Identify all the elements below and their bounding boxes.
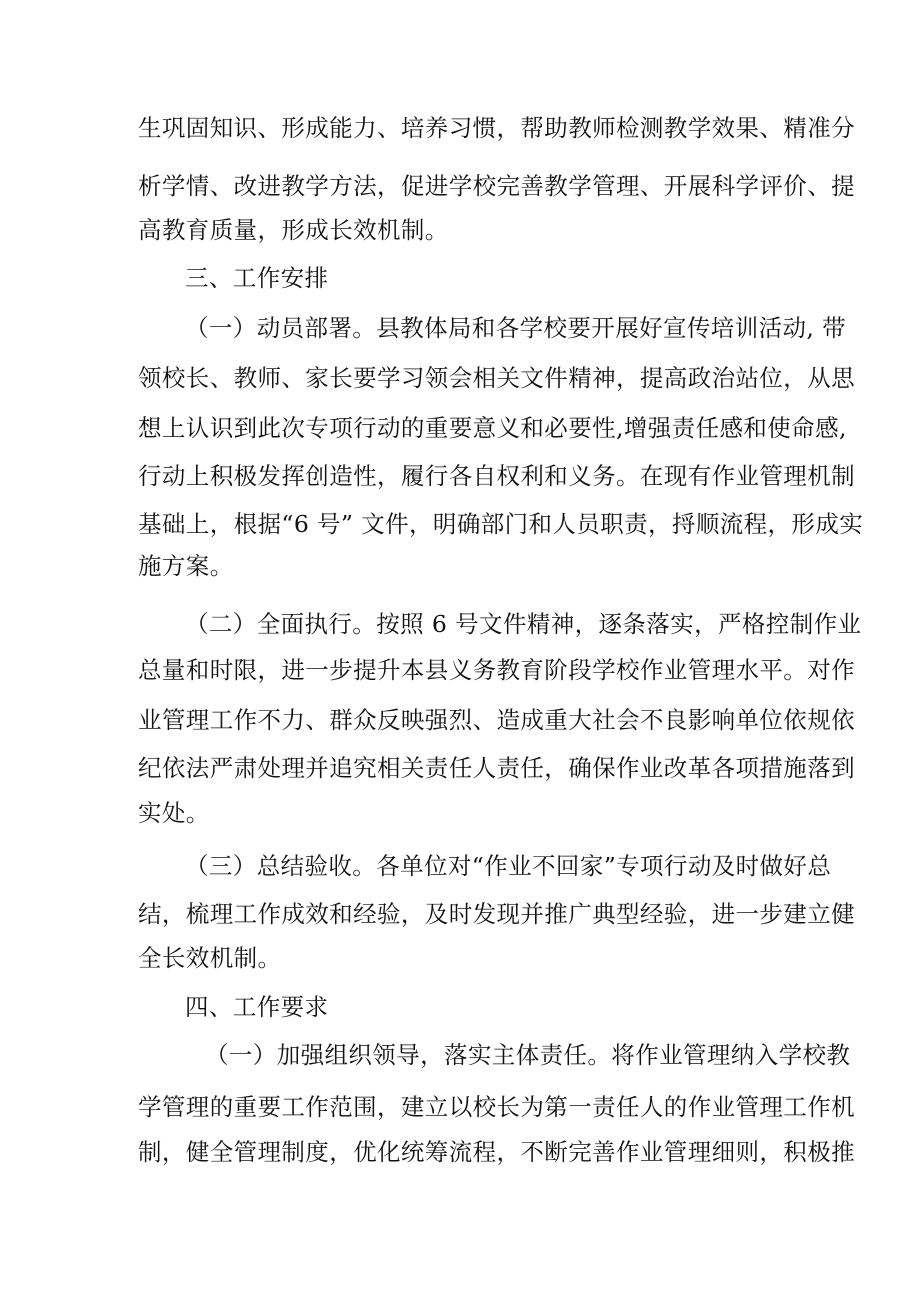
- text-line-13: 业管理工作不力、群众反映强烈、造成重大社会不良影响单位依规依: [138, 706, 855, 734]
- section-heading-3: 三、工作安排: [185, 264, 329, 292]
- text-line-15: 实处。: [138, 799, 210, 827]
- text-line-10: 施方案。: [138, 552, 234, 580]
- text-line-22: 制，健全管理制度，优化统筹流程，不断完善作业管理细则，积极推: [138, 1138, 855, 1166]
- text-line-8: 行动上积极发挥创造性，履行各自权利和义务。在现有作业管理机制: [138, 462, 855, 490]
- text-line-2: 析学情、改进教学方法，促进学校完善教学管理、开展科学评价、提: [138, 172, 855, 200]
- text-line-20: （一）加强组织领导，落实主体责任。将作业管理纳入学校教: [205, 1041, 851, 1069]
- text-line-11: （二）全面执行。按照 6 号文件精神，逐条落实，严格控制作业: [185, 610, 862, 638]
- text-line-3: 高教育质量，形成长效机制。: [138, 216, 449, 244]
- text-line-6: 领校长、教师、家长要学习领会相关文件精神，提高政治站位，从思: [138, 364, 855, 392]
- text-line-5: （一）动员部署。县教体局和各学校要开展好宣传培训活动, 带: [185, 314, 847, 342]
- text-line-12: 总量和时限，进一步提升本县义务教育阶段学校作业管理水平。对作: [138, 656, 855, 684]
- text-line-18: 全长效机制。: [138, 944, 282, 972]
- text-line-16: （三）总结验收。各单位对“作业不回家”专项行动及时做好总: [185, 852, 832, 880]
- text-line-14: 纪依法严肃处理并追究相关责任人责任，确保作业改革各项措施落到: [138, 754, 855, 782]
- text-line-17: 结，梳理工作成效和经验，及时发现并推广典型经验，进一步建立健: [138, 900, 855, 928]
- text-line-1: 生巩固知识、形成能力、培养习惯，帮助教师检测教学效果、精准分: [138, 114, 855, 142]
- text-line-21: 学管理的重要工作范围，建立以校长为第一责任人的作业管理工作机: [138, 1093, 855, 1121]
- text-line-7: 想上认识到此次专项行动的重要意义和必要性,增强责任感和使命感,: [138, 414, 847, 442]
- section-heading-4: 四、工作要求: [185, 993, 329, 1021]
- text-line-9: 基础上，根据“6 号” 文件，明确部门和人员职责，捋顺流程，形成实: [138, 510, 864, 538]
